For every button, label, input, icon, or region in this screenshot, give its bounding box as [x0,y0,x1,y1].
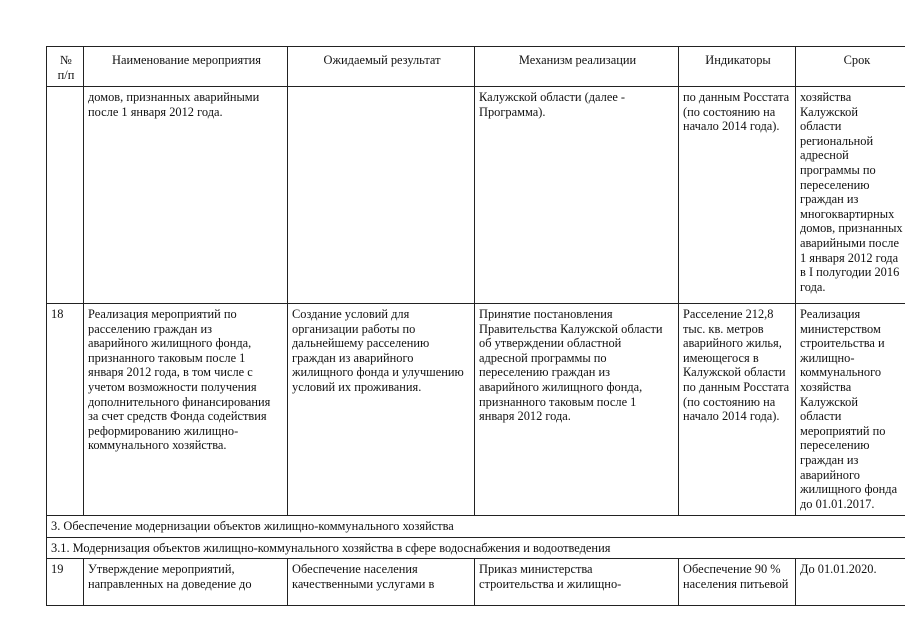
row-num: 19 [47,559,84,606]
table-row [47,304,905,516]
section-row [47,516,905,538]
row-result [288,87,475,304]
row-indicators: Обеспечение 90 % населения питьевой [679,559,796,606]
row-indicators: Расселение 212,8 тыс. кв. метров аварийного жилья, имеющегося в Калужской области по данным Росстата (по состоянию на начало 2014 года). [679,304,796,516]
row-num: 18 [47,304,84,516]
section-row [47,537,905,559]
header-name: Наименование мероприятия [84,47,288,87]
row-result: Создание условий для организации работы по дальнейшему расселению граждан из аварийного жилищного фонда и улучшению условий их проживания. [288,304,475,516]
row-num [47,87,84,304]
header-mechanism: Механизм реализации [475,47,679,87]
row-mechanism: Принятие постановления Правительства Калужской области об утверждении областной адресной программы по переселению граждан из аварийного жилищного фонда, признанного таковым после 1 января 2012 года. [475,304,679,516]
row-result: Обеспечение населения качественными услугами в [288,559,475,606]
table-row [47,87,905,304]
header-indicators: Индикаторы [679,47,796,87]
header-result: Ожидаемый результат [288,47,475,87]
row-term: До 01.01.2020. [796,559,905,606]
header-term: Срок [796,47,905,87]
row-mechanism: Калужской области (далее - Программа). [475,87,679,304]
row-indicators: по данным Росстата (по состоянию на начало 2014 года). [679,87,796,304]
row-mechanism: Приказ министерства строительства и жилищно- [475,559,679,606]
measures-table [46,46,905,606]
table-row [47,559,905,606]
row-name: домов, признанных аварийными после 1 января 2012 года. [84,87,288,304]
row-name: Утверждение мероприятий, направленных на доведение до [84,559,288,606]
section-3-1-title: 3.1. Модернизация объектов жилищно-коммунального хозяйства в сфере водоснабжения и водоотведения [47,537,905,559]
row-term: Реализация министерством строительства и жилищно- коммунального хозяйства Калужской области мероприятий по переселению граждан из аварийного жилищного фонда до 01.01.2017. [796,304,905,516]
table-header-row [47,47,905,87]
section-3-title: 3. Обеспечение модернизации объектов жилищно-коммунального хозяйства [47,516,905,538]
header-num: № п/п [47,47,84,87]
row-name: Реализация мероприятий по расселению граждан из аварийного жилищного фонда, признанного таковым после 1 января 2012 года, в том числе с учетом возможности получения дополнительного финансирования за счет средств Фонда содействия реформированию жилищно- коммунального хозяйства. [84,304,288,516]
row-term: хозяйства Калужской области региональной адресной программы по переселению граждан из многоквартирных домов, признанных аварийными после 1 января 2012 года в I полугодии 2016 года. [796,87,905,304]
